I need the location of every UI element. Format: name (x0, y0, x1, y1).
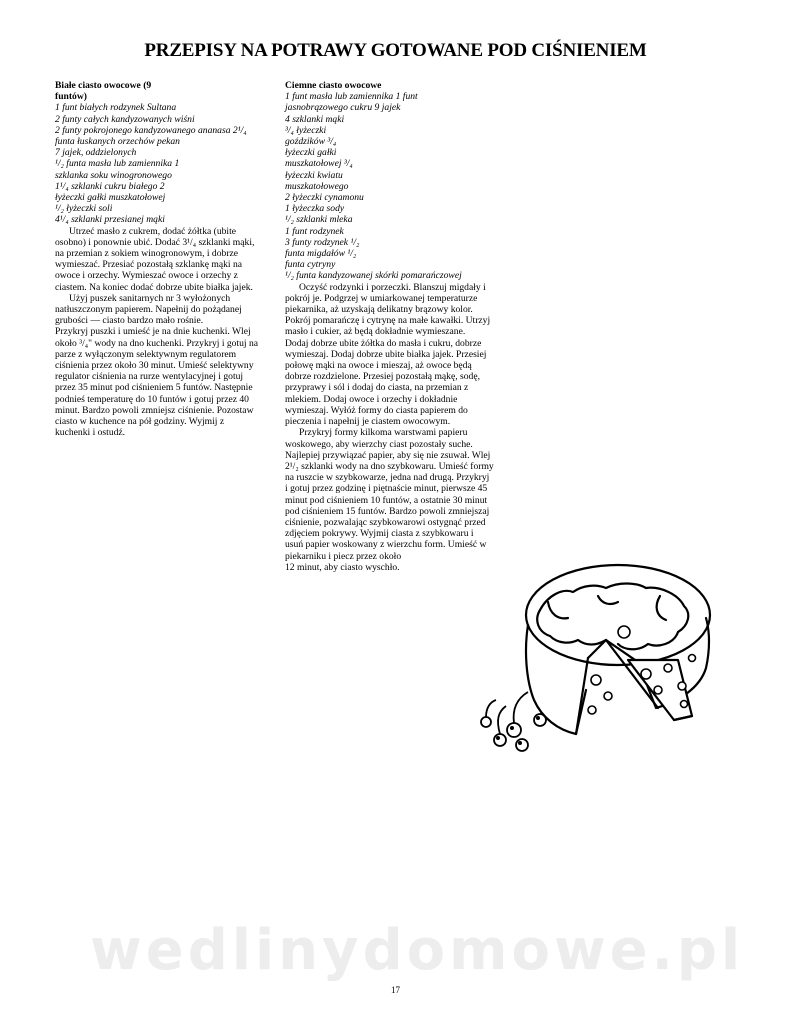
recipe-heading-white-fruitcake: Białe ciasto owocowe (9 funtów) (55, 80, 152, 103)
paragraph-line: na ruszcie w szybkowarze, jedna nad drugą. Przykryj (285, 472, 490, 484)
recipe-heading-dark-fruitcake: Ciemne ciasto owocowe (285, 80, 382, 91)
paragraph-line: podnieś temperaturę do 10 funtów i gotuj przez 40 (55, 393, 249, 405)
paragraph-line: zdjęciem pokrywy. Wyjmij ciasta z szybkowaru i (285, 528, 474, 540)
paragraph-line: na przemian z sokiem winogronowym, i dobrze (55, 248, 239, 260)
paragraph-line: kuchenki i ostudź. (55, 427, 126, 439)
paragraph-line: wymieszaj. Dodaj dobrze ubite białka jajek. Przesiej (285, 348, 487, 360)
page-title: PRZEPISY NA POTRAWY GOTOWANE POD CIŚNIENIEM (144, 40, 647, 61)
paragraph-line: owoce i orzechy. Wymieszać owoce i orzechy z (55, 270, 238, 282)
left-column (55, 80, 265, 439)
ingredient-list (285, 91, 500, 281)
ingredient-line: ¹/₂ funta kandyzowanej skórki pomarańczowej (285, 270, 462, 282)
paragraph-line: minut. Bardzo powoli zmniejsz ciśnienie. Pozostaw (55, 404, 254, 416)
paragraph-line: natłuszczonym papierem. Napełnij do pożądanej (55, 304, 242, 316)
paragraph-line: Użyj puszek sanitarnych nr 3 wyłożonych (69, 292, 231, 304)
paragraph-line: ciastem. Na koniec dodać dobrze ubite białka jajek. (55, 281, 253, 293)
paragraph-line: Przykryj formy kilkoma warstwami papieru (299, 427, 468, 439)
paragraph-line: Przykryj puszki i umieść je na dnie kuchenki. Wlej (55, 326, 251, 338)
page-number: 17 (391, 985, 400, 995)
paragraph-line: wymieszaj. Wyłóż formy do ciasta papierem do (285, 404, 468, 416)
paragraph-line: i gotuj przez godzinę i piętnaście minut, pierwsze 45 (285, 483, 488, 495)
paragraph-line: przez 35 minut pod ciśnieniem 5 funtów. Następnie (55, 382, 253, 394)
ingredient-line: 4 szklanki mąki (285, 113, 345, 125)
ingredient-line: 2 funty pokrojonego kandyzowanego ananasa 2¹/₄ (55, 124, 247, 136)
ingredient-line: 2 łyżeczki cynamonu (285, 192, 364, 204)
paragraph-line: przyprawy i sól i dodaj do ciasta, na przemian z (285, 382, 469, 394)
ingredient-list (55, 102, 265, 225)
ingredient-line: funta migdałów ¹/₂ (285, 248, 357, 260)
paragraph-line: pieczenia i napełnij je ciastem owocowym. (285, 416, 451, 428)
fruitcake-illustration (478, 540, 718, 760)
paragraph-line: ciśnienia przez około 30 minut. Umieść selektywny (55, 360, 254, 372)
instructions (285, 282, 500, 573)
watermark: wedlinydomowe.pl (90, 918, 745, 983)
paragraph-line: wymieszać. Przesiać pozostałą szklankę mąki na (55, 259, 243, 271)
paragraph-line: 12 minut, aby ciasto wyschło. (285, 561, 400, 573)
ingredient-line: 4¹/₄ szklanki przesianej mąki (55, 214, 165, 226)
paragraph-line: Pokrój pomarańczę i cytrynę na małe kawałki. Utrzyj (285, 315, 491, 327)
ingredient-line: łyżeczki kwiatu (285, 169, 343, 181)
paragraph-line: około ³/₄" wody na dno kuchenki. Przykryj i gotuj na (55, 337, 259, 349)
ingredient-line: 7 jajek, oddzielonych (55, 147, 137, 159)
ingredient-line: ¹/₂ łyżeczki soli (55, 203, 113, 215)
paragraph-line: pod ciśnieniem 15 funtów. Bardzo powoli zmniejszaj (285, 505, 490, 517)
ingredient-line: 1 funt białych rodzynek Sultana (55, 102, 177, 114)
paragraph-line: piekarniku i piecz przez około (285, 550, 402, 562)
paragraph-line: ciśnienie, pozwalając szybkowarowi ostygnąć przed (285, 516, 486, 528)
paragraph-line: połowę mąki na owoce i mieszaj, aż owoce będą (285, 360, 472, 372)
ingredient-line: funta łuskanych orzechów pekan (55, 136, 180, 148)
paragraph-line: woskowego, aby wierzchy ciast pozostały suche. (285, 438, 473, 450)
right-column (285, 80, 500, 573)
ingredient-line: muszkatołowego (285, 180, 349, 192)
paragraph-line: Najlepiej przywiązać papier, aby się nie zsuwał. Wlej (285, 449, 491, 461)
paragraph-line: Dodaj dobrze ubite żółtka do masła i cukru, dobrze (285, 337, 482, 349)
paragraph-line: pokrój je. Podgrzej w umiarkowanej temperaturze (285, 292, 478, 304)
ingredient-line: 2 funty całych kandyzowanych wiśni (55, 113, 195, 125)
paragraph-line: Utrzeć masło z cukrem, dodać żółtka (ubite (69, 225, 237, 237)
ingredient-line: muszkatołowej ³/₄ (285, 158, 353, 170)
ingredient-line: ¹/₂ szklanki mleka (285, 214, 353, 226)
paragraph-line: usuń papier woskowany z wierzchu form. Umieść w (285, 539, 487, 551)
ingredient-line: goździków ³/₄ (285, 136, 337, 148)
ingredient-line: 1 funt masła lub zamiennika 1 funt (285, 91, 418, 103)
paragraph-line: masło i cukier, aż będą dokładnie wymieszane. (285, 326, 466, 338)
ingredient-line: łyżeczki gałki muszkatołowej (55, 192, 166, 204)
paragraph-line: parze z wyłączonym selektywnym regulatorem (55, 348, 237, 360)
ingredient-line: łyżeczki gałki (285, 147, 337, 159)
paragraph-line: piekarnika, aż uzyskają delikatny brązowy kolor. (285, 304, 473, 316)
ingredient-line: funta cytryny (285, 259, 336, 271)
ingredient-line: 1 łyżeczka sody (285, 203, 345, 215)
paragraph-line: Oczyść rodzynki i porzeczki. Blanszuj migdały i (299, 281, 486, 293)
paragraph-line: ciasto w kuchence na pół godziny. Wyjmij z (55, 416, 225, 428)
ingredient-line: 1 funt rodzynek (285, 225, 344, 237)
paragraph-line: regulator ciśnienia na rurze wentylacyjnej i gotuj (55, 371, 244, 383)
paragraph-line: osobno) i ponownie ubić. Dodać 3¹/₄ szklanki mąki, (55, 236, 255, 248)
paragraph-line: minut pod ciśnieniem 10 funtów, a ostatnie 30 minut (285, 494, 488, 506)
paragraph-line: grubości — ciasto bardzo mało rośnie. (55, 315, 204, 327)
ingredient-line: szklanka soku winogronowego (55, 169, 172, 181)
instructions (55, 226, 265, 439)
ingredient-line: 1¹/₄ szklanki cukru białego 2 (55, 180, 165, 192)
paragraph-line: 2¹/₂ szklanki wody na dno szybkowaru. Umieść formy (285, 460, 494, 472)
ingredient-line: 3 funty rodzynek ¹/₂ (285, 236, 360, 248)
ingredient-line: jasnobrązowego cukru 9 jajek (285, 102, 401, 114)
ingredient-line: ¹/₂ funta masła lub zamiennika 1 (55, 158, 180, 170)
paragraph-line: mlekiem. Dodaj owoce i orzechy i dokładnie (285, 393, 458, 405)
paragraph-line: dobrze rozdzielone. Przesiej pozostałą mąkę, sodę, (285, 371, 480, 383)
ingredient-line: ³/₄ łyżeczki (285, 124, 327, 136)
